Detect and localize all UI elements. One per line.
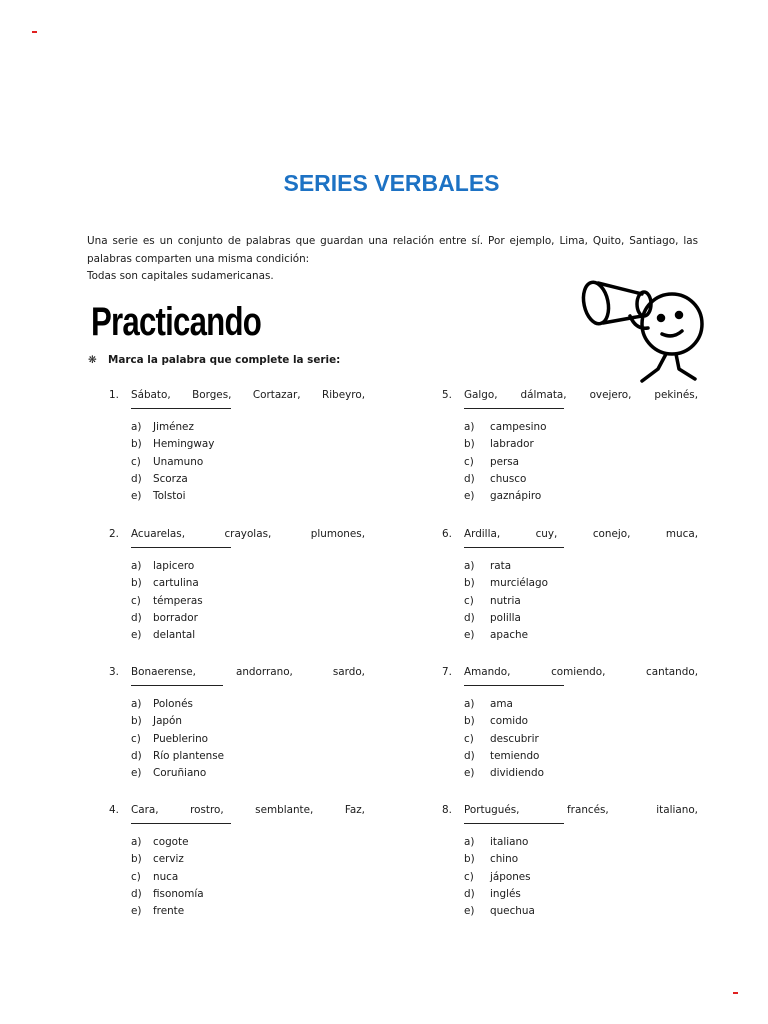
question-number: 7. [442,666,452,678]
series-word: Ribeyro, [322,389,365,401]
option[interactable]: e) Tolstoi [131,490,186,503]
question-5 [442,389,698,505]
series-word: cantando, [646,666,698,678]
bullet-icon: ❋ [88,354,97,366]
series-word: Portugués, [464,804,520,816]
question-number: 3. [109,666,119,678]
question-2 [109,528,365,644]
option[interactable]: b) cerviz [131,853,184,866]
option[interactable]: a) rata [464,560,512,572]
question-number: 1. [109,389,119,401]
option[interactable]: a) Polonés [131,698,193,710]
option[interactable]: c) Pueblerino [131,732,209,745]
series-word: dálmata, [520,389,567,401]
series-word: Amando, [464,666,511,678]
series-word: Borges, [192,389,232,401]
option[interactable]: d) polilla [464,611,521,624]
option[interactable]: b) chino [464,853,519,866]
option[interactable]: c) nuca [131,870,179,883]
instruction-text: Marca la palabra que complete la serie: [108,354,341,366]
option[interactable]: e) Coruñiano [131,767,207,780]
series-word: Faz, [344,804,365,816]
question-number: 5. [442,389,452,401]
option[interactable]: e) gaznápiro [464,490,542,503]
question-number: 2. [109,528,119,540]
option[interactable]: d) temiendo [464,749,540,762]
option[interactable]: c) témperas [131,594,203,607]
series-word: Galgo, [464,389,498,401]
series-word: Acuarelas, [131,528,185,540]
instruction [88,354,340,366]
question-3 [109,666,365,782]
page-title: SERIES VERBALES [283,170,500,196]
question-number: 8. [442,804,452,816]
option[interactable]: c) persa [464,455,520,468]
option[interactable]: c) Unamuno [131,455,204,468]
series-word: Cortazar, [252,389,301,401]
option[interactable]: b) Hemingway [131,438,215,451]
question-number: 4. [109,804,119,816]
intro-line-1: Una serie es un conjunto de palabras que guardan una relación entre sí. Por ejemplo, Lima, Quito, Santiago, las palabras comparten una misma condición: [87,235,698,265]
series-word: rostro, [190,804,224,816]
question-6 [442,528,698,644]
option[interactable]: e) frente [131,905,185,918]
series-word: pekinés, [654,389,698,401]
answer-blank [131,408,231,409]
series-word: cuy, [535,528,558,540]
option[interactable]: a) Jiménez [131,421,194,433]
answer-blank [464,685,564,686]
answer-blank [464,547,564,548]
option[interactable]: a) ama [464,698,513,710]
option[interactable]: e) apache [464,629,529,642]
practicando-heading: Practicando [91,300,262,344]
series-word: ovejero, [589,389,632,401]
answer-blank [464,408,564,409]
series-word: italiano, [656,804,698,816]
question-1 [109,389,365,505]
option[interactable]: d) fisonomía [131,887,204,900]
option[interactable]: e) dividiendo [464,767,544,780]
series-word: Bonaerense, [131,666,196,678]
answer-blank [131,823,231,824]
option[interactable]: a) lapicero [131,560,195,572]
question-4 [109,804,365,920]
series-word: plumones, [310,528,365,540]
question-7 [442,666,698,782]
series-word: comiendo, [551,666,606,678]
option[interactable]: b) murciélago [464,577,548,590]
option[interactable]: b) comido [464,715,529,728]
question-number: 6. [442,528,452,540]
option[interactable]: a) italiano [464,836,529,848]
series-word: francés, [567,804,609,816]
corner-mark-bottom-right [733,992,738,994]
option[interactable]: e) delantal [131,629,196,642]
intro-line-2: Todas son capitales sudamericanas. [87,270,274,282]
series-word: muca, [665,528,698,540]
option[interactable]: c) nutria [464,594,521,607]
option[interactable]: c) descubrir [464,732,539,745]
series-word: sardo, [332,666,365,678]
telescope-mascot-icon [578,278,710,388]
answer-blank [131,685,223,686]
series-word: crayolas, [224,528,272,540]
corner-mark-top-left [32,31,37,33]
option[interactable]: b) labrador [464,438,534,451]
series-word: semblante, [255,804,314,816]
answer-blank [131,547,231,548]
option[interactable]: a) campesino [464,421,547,433]
option[interactable]: b) Japón [131,715,182,728]
series-word: Sábato, [131,389,171,401]
option[interactable]: b) cartulina [131,577,199,590]
option[interactable]: d) Río plantense [131,749,225,762]
answer-blank [464,823,564,824]
series-word: conejo, [592,528,631,540]
series-word: andorrano, [235,666,293,678]
option[interactable]: d) chusco [464,472,527,485]
question-8 [442,804,698,920]
option[interactable]: e) quechua [464,905,535,918]
series-word: Cara, [131,804,159,816]
option[interactable]: d) inglés [464,887,521,900]
option[interactable]: d) borrador [131,611,198,624]
option[interactable]: a) cogote [131,836,189,848]
series-word: Ardilla, [464,528,501,540]
option[interactable]: c) jápones [464,870,531,883]
option[interactable]: d) Scorza [131,472,188,485]
